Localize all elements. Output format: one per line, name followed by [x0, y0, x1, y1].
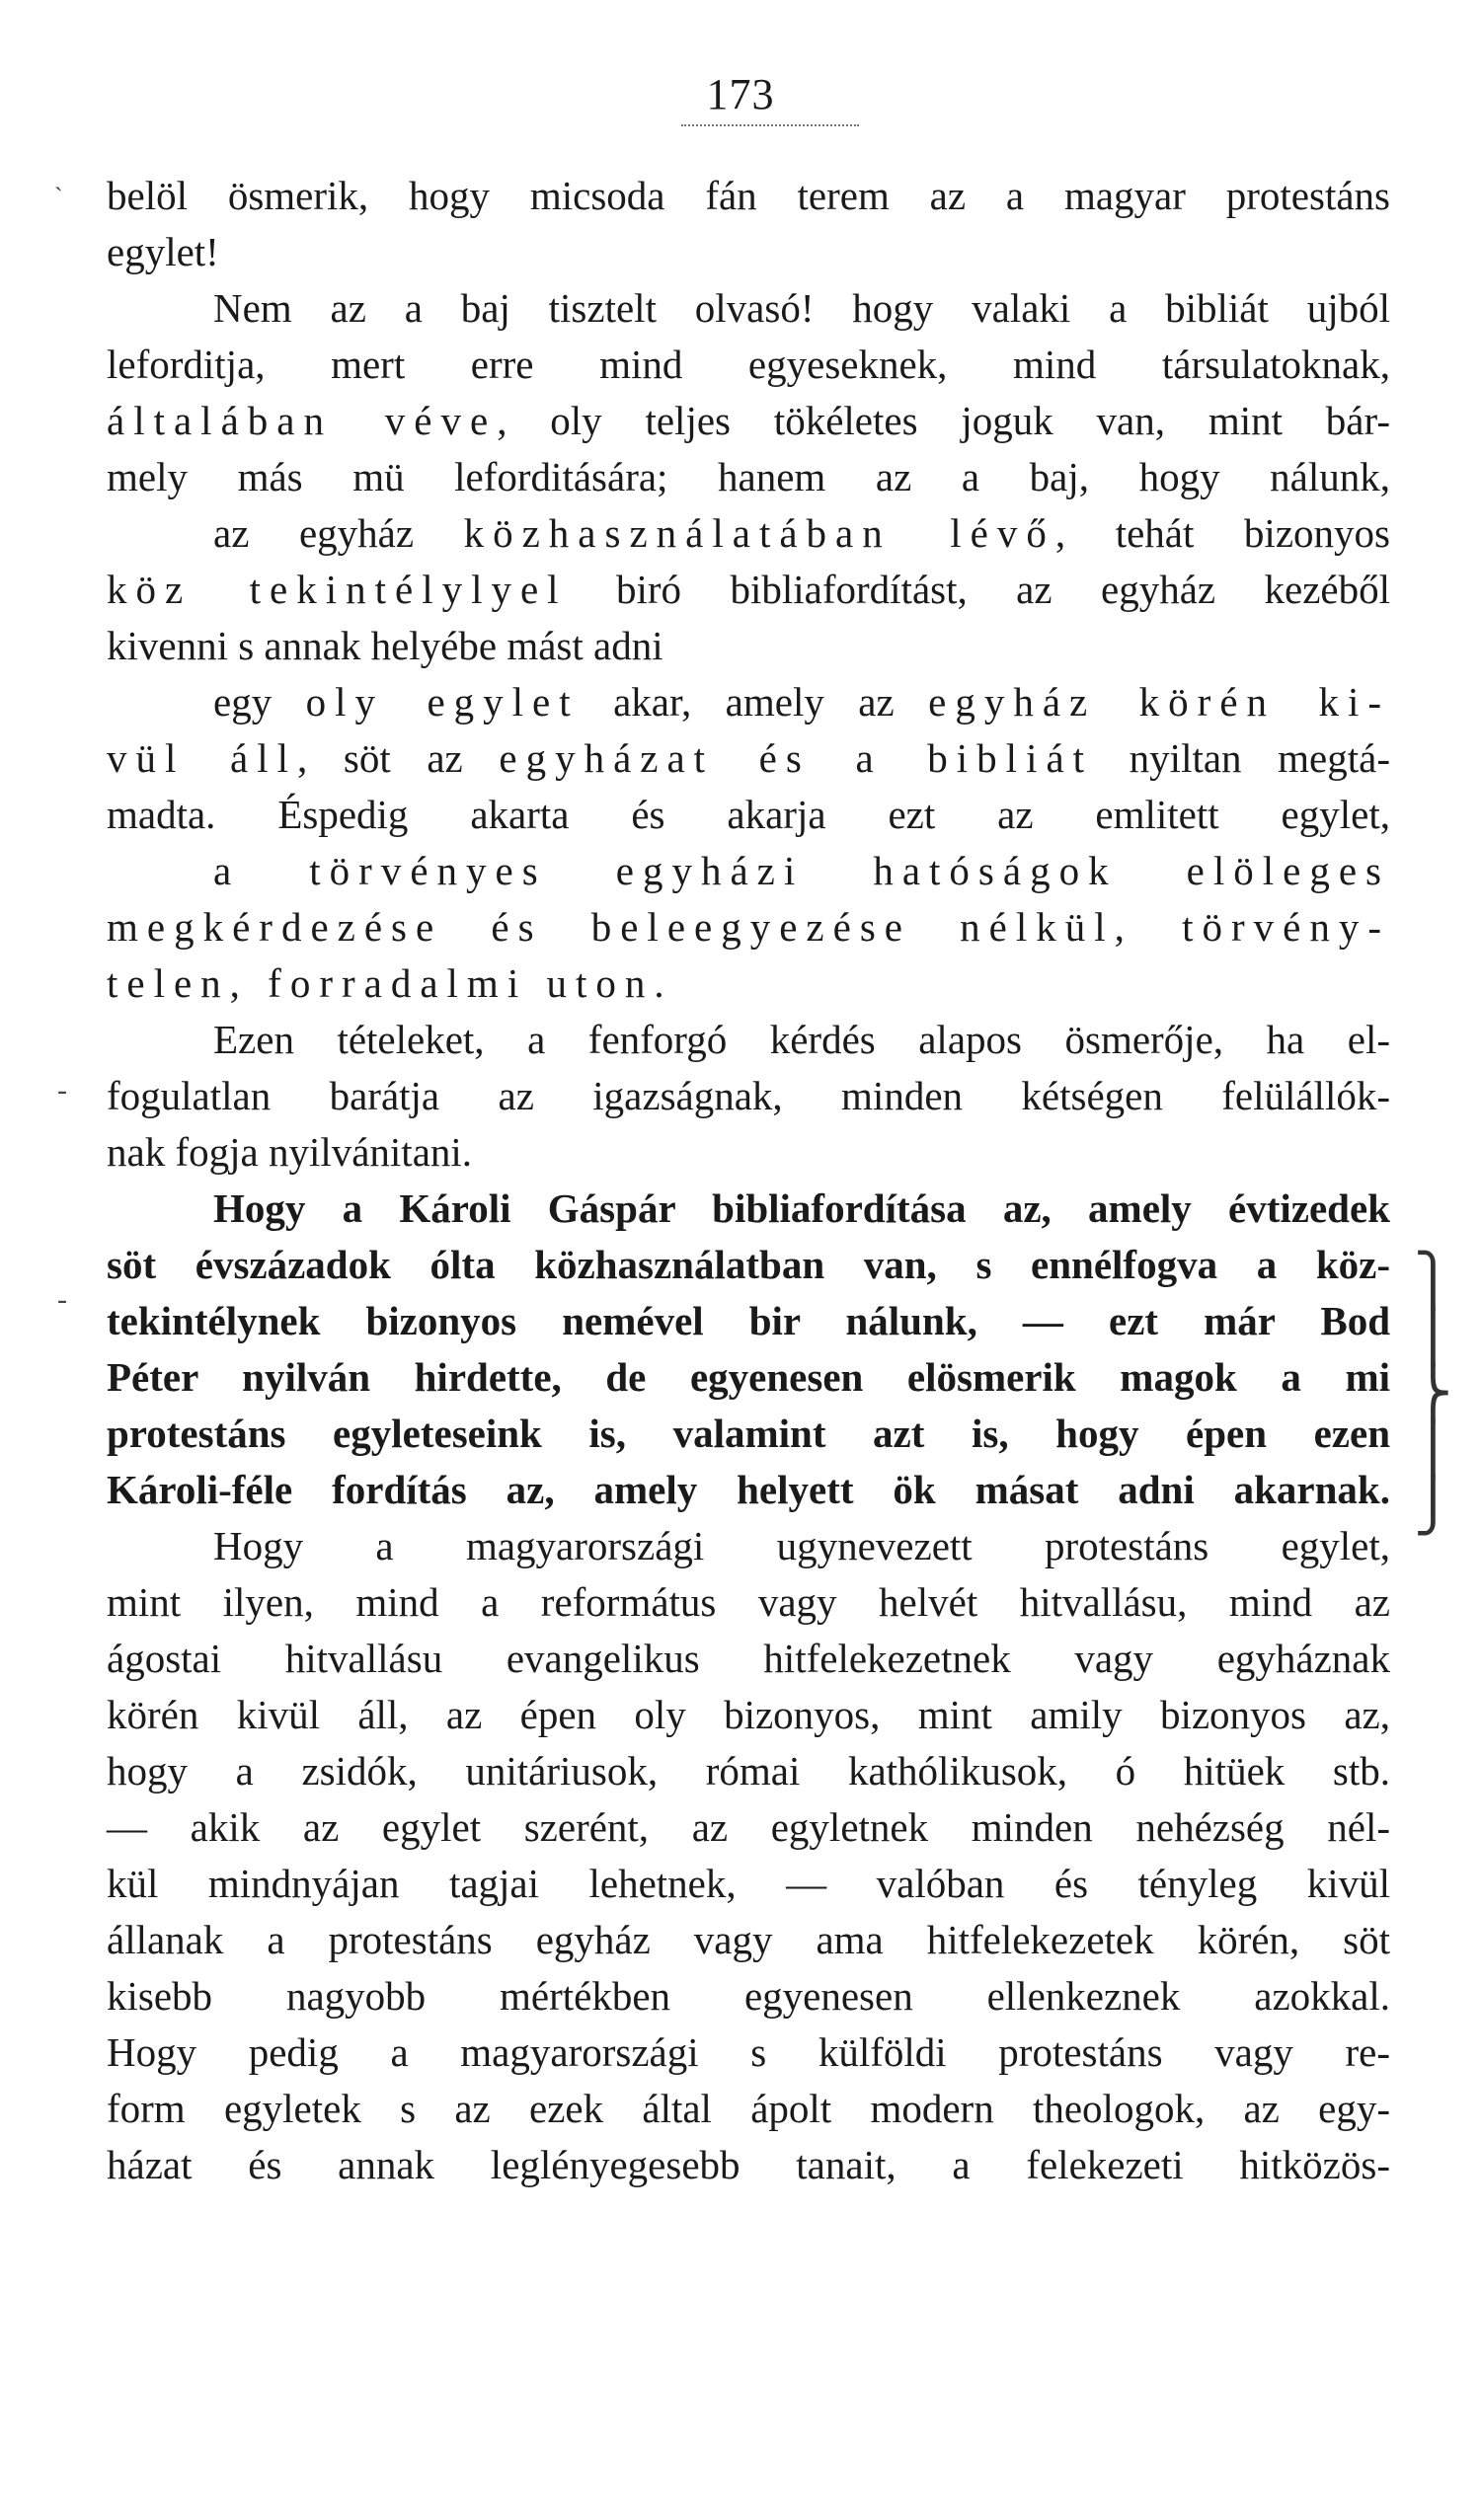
text-run: mint ilyen, mind a református vagy helvét hitvallásu, mind az [107, 1579, 1390, 1625]
text-line [107, 1518, 1390, 1574]
text-run: tekintélynek bizonyos nemével bir nálunk, — ezt már Bod [107, 1298, 1390, 1343]
margin-dash-mark: - [57, 1074, 67, 1107]
text-run: vül áll [107, 735, 297, 781]
text-line [107, 1237, 1390, 1293]
text-run: leforditja, mert erre mind egyeseknek, mind társulatoknak, [107, 342, 1390, 387]
text-line [107, 2137, 1390, 2193]
text-run: egy [213, 679, 306, 725]
text-line [107, 562, 1390, 618]
text-line [107, 899, 1390, 955]
text-line [107, 787, 1390, 843]
margin-brace-mark: ⎪ [1414, 1310, 1452, 1366]
text-line [107, 1406, 1390, 1462]
text-run: Nem az a baj tisztelt olvasó! hogy valaki a bibliát ujból [213, 285, 1390, 331]
text-run: kül mindnyájan tagjai lehetnek, — valóban és tényleg kivül [107, 1861, 1390, 1906]
margin-brace-mark: ⎭ [1414, 1479, 1452, 1535]
text-run: kivenni s annak helyébe mást adni [107, 623, 663, 668]
text-line [107, 730, 1390, 787]
text-run: Ezen tételeket, a fenforgó kérdés alapos ösmerője, ha el- [213, 1017, 1390, 1062]
text-line [107, 224, 1390, 280]
margin-brace-mark: ⎫ [1414, 1254, 1452, 1310]
text-line [107, 449, 1390, 505]
text-line [107, 280, 1390, 337]
text-line [107, 393, 1390, 449]
text-run: Péter nyilván hirdette, de egyenesen elösmerik magok a mi [107, 1354, 1390, 1400]
text-run: telen, forradalmi uton. [107, 960, 673, 1006]
text-run: belöl ösmerik, hogy micsoda fán terem az a magyar protestáns [107, 173, 1390, 218]
text-line [107, 1012, 1390, 1068]
text-line [107, 1631, 1390, 1687]
text-run: Hogy a Károli Gáspár bibliafordítása az, amely évtizedek [213, 1185, 1390, 1231]
text-run: házat és annak leglényegesebb tanait, a felekezeti hitközös- [107, 2142, 1390, 2187]
text-line [107, 955, 1390, 1012]
text-line [107, 1293, 1390, 1349]
text-run: fogulatlan barátja az igazságnak, minden kétségen felülállók- [107, 1073, 1390, 1118]
text-run: a törvényes egyházi hatóságok elöleges [213, 848, 1390, 893]
text-run: madta. Éspedig akarta és akarja ezt az emlitett egylet, [107, 792, 1390, 837]
text-run: nak fogja nyilvánitani. [107, 1129, 473, 1175]
text-run: egyház körén ki- [928, 679, 1391, 725]
text-line [107, 2024, 1390, 2081]
text-line [107, 337, 1390, 393]
text-line [107, 1181, 1390, 1237]
text-run: közhasználatában lévő [463, 510, 1055, 556]
margin-brace-mark: ⎪ [1414, 1422, 1452, 1479]
text-line [107, 168, 1390, 224]
page-number-rule [681, 124, 859, 126]
text-line [107, 1124, 1390, 1181]
text-run: ágostai hitvallásu evangelikus hitfelekezetnek vagy egyháznak [107, 1636, 1390, 1681]
text-run: mely más mü leforditására; hanem az a baj, hogy nálunk, [107, 454, 1390, 499]
text-line [107, 843, 1390, 899]
text-run: , söt az [297, 735, 500, 781]
text-run: , tehát bizonyos [1054, 510, 1390, 556]
text-run: általában véve [107, 398, 498, 443]
text-run: állanak a protestáns egyház vagy ama hitfelekezetek körén, söt [107, 1917, 1390, 1962]
text-run: — akik az egylet szerént, az egyletnek minden nehézség nél- [107, 1804, 1390, 1850]
text-line [107, 1574, 1390, 1631]
text-run: hogy a zsidók, unitáriusok, római kathólikusok, ó hitüek stb. [107, 1748, 1390, 1794]
text-run: egylet! [107, 229, 219, 274]
text-run: megkérdezése és beleegyezése nélkül, törvény- [107, 904, 1390, 950]
text-run: oly egylet [305, 679, 580, 725]
text-run: körén kivül áll, az épen oly bizonyos, mint amily bizonyos az, [107, 1692, 1390, 1737]
text-run: akar, amely az [579, 679, 929, 725]
text-run: köz tekintélylyel [107, 567, 568, 612]
text-line [107, 1743, 1390, 1799]
text-line [107, 1687, 1390, 1743]
margin-tick-mark: ˋ [54, 183, 63, 211]
text-line [107, 1968, 1390, 2024]
text-run: protestáns egyleteseink is, valamint azt is, hogy épen ezen [107, 1411, 1390, 1456]
text-run: söt évszázadok ólta közhasználatban van, s ennélfogva a köz- [107, 1242, 1390, 1287]
text-run: Hogy pedig a magyarországi s külföldi protestáns vagy re- [107, 2029, 1390, 2075]
text-run: form egyletek s az ezek által ápolt modern theologok, az egy- [107, 2086, 1390, 2131]
text-line [107, 1349, 1390, 1406]
text-run: nyiltan megtá- [1093, 735, 1390, 781]
body-text [107, 168, 1390, 2193]
text-run: Hogy a magyarországi ugynevezett protestáns egylet, [213, 1523, 1390, 1568]
text-run: Károli-féle fordítás az, amely helyett ök másat adni akarnak. [107, 1467, 1390, 1512]
text-line [107, 505, 1390, 562]
margin-dash-mark: - [57, 1283, 67, 1316]
text-line [107, 1856, 1390, 1912]
text-line [107, 1068, 1390, 1124]
text-line [107, 674, 1390, 730]
margin-brace-mark: ⎬ [1414, 1366, 1452, 1422]
text-line [107, 1912, 1390, 1968]
text-run: egyházat és a bibliát [499, 735, 1094, 781]
text-line [107, 2081, 1390, 2137]
text-line [107, 1799, 1390, 1856]
text-line [107, 1462, 1390, 1518]
text-line [107, 618, 1390, 674]
text-run: az egyház [213, 510, 464, 556]
text-run: kisebb nagyobb mértékben egyenesen ellenkeznek azokkal. [107, 1973, 1390, 2019]
text-run: biró bibliafordítást, az egyház kezéből [567, 567, 1390, 612]
text-run: , oly teljes tökéletes joguk van, mint bár- [497, 398, 1390, 443]
page-number: 173 [706, 70, 775, 118]
